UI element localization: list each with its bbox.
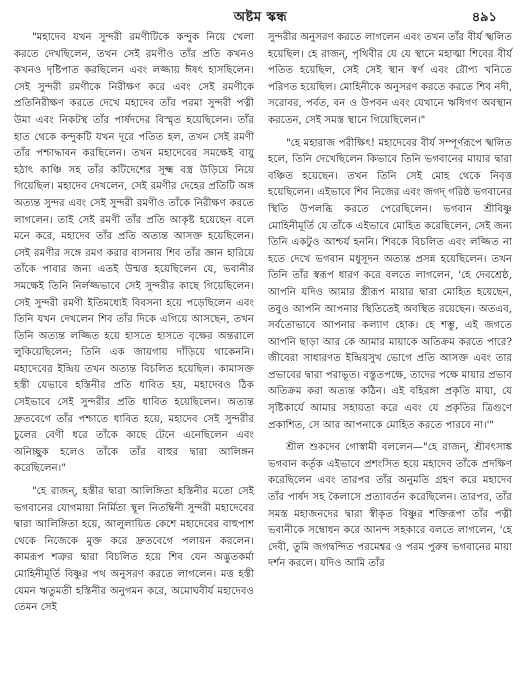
paragraph: শ্রীল শুকদেব গোস্বামী বললেন—"হে রাজন্, শ্রীবৎসাঙ্ক ভগবান কর্তৃক এইভাবে প্রশংসিত হয়ে মহাদেব তাঁকে প্রদক্ষিণ করেছিলেন এবং তারপর তাঁর অনুমতি গ্রহণ করে মহাদেব তাঁর পার্ষদ সহ কৈলাসে প্রত্যাবর্তন করেছিলেন। তারপর, তাঁর সমস্ত মহাজনদের দ্বারা স্বীকৃত বিষ্ণুর শক্তিরূপা তাঁর পত্নী ভবানীকে সম্বোধন করে আনন্দ সহকারে বলতে লাগলেন, 'হে দেবী, তুমি জগদ্বন্দিত পরমেশ্বর ও পরম পুরুষ ভগবানের মায়া দর্শন করলে। যদিও আমি তাঁর bbox=[268, 442, 512, 570]
paragraph: সুন্দরীর অনুসরণ করতে লাগলেন এবং তখন তাঁর বীর্য স্খলিত হয়েছিল। হে রাজন্, পৃথিবীর যে যে স্থানে মহাত্মা শিবের বীর্য পতিত হয়েছিল, সেই সেই স্থান স্বর্ণ এবং রৌপ্য খনিতে পরিণত হয়েছিল। মোহিনীকে অনুসরণ করতে করতে শিব নদী, সরোবর, পর্বত, বন ও উপবন এবং যেখানে ঋষিগণ অবস্থান করতেন, সেই সমস্ত স্থানে গিয়েছিলেন।" bbox=[268, 32, 512, 126]
page-header bbox=[0, 6, 521, 28]
paragraph: "মহাদেব যখন সুন্দরী রমণীটিকে কন্দুক নিয়ে খেলা করতে দেখছিলেন, তখন সেই রমণীও তাঁর প্রতি কখনও কখনও দৃষ্টিপাত করছিলেন এবং লজ্জায় ঈষৎ হাসছিলেন। সেই সুন্দরী রমণীকে নিরীক্ষণ করে এবং সেই রমণীকে প্রতিনিরীক্ষণ করতে দেখে মহাদেব তাঁর পরমা সুন্দরী পত্নী উমা এবং নিকটস্থ তাঁর পার্ষদদের বিস্মৃত হয়েছিলেন। তাঁর হাত থেকে কন্দুকটি যখন দূরে পতিত হল, তখন সেই রমণী তাঁর পশ্চাদ্ধাবন করছিলেন। তখন মহাদেবের সমক্ষেই বায়ু হঠাৎ কাঞ্চি সহ তাঁর কটিদেশের সূক্ষ্ম বস্ত্র উড়িয়ে নিয়ে গিয়েছিল। মহাদেব দেখলেন, সেই রমণীর দেহের প্রতিটি অঙ্গ অত্যন্ত সুন্দর এবং সেই সুন্দরী রমণীও তাঁকে নিরীক্ষণ করতে লাগলেন। তাই সেই রমণী তাঁর প্রতি আকৃষ্ট হয়েছেন বলে মনে করে, মহাদেব তাঁর প্রতি অত্যন্ত আসক্ত হয়েছিলেন। সেই রমণীর সঙ্গে রমণ করার বাসনায় শিব তাঁর জ্ঞান হারিয়ে তাঁকে পাবার জন্য এতই উন্মত্ত হয়েছিলেন যে, ভবানীর সমক্ষেই তিনি নির্লজ্জভাবে সেই সুন্দরীর কাছে গিয়েছিলেন। সেই সুন্দরী রমণী ইতিমধ্যেই বিবসনা হয়ে পড়েছিলেন এবং তিনি যখন দেখলেন শিব তাঁর দিকে এগিয়ে আসছেন, তখন তিনি অত্যন্ত লজ্জিত হয়ে হাসতে হাসতে বৃক্ষের অন্তরালে লুকিয়েছিলেন; তিনি এক জায়গায় দাঁড়িয়ে থাকেননি। মহাদেবের ইন্দ্রিয় তখন অত্যন্ত বিচলিত হয়েছিল। কামাসক্ত হস্তী যেভাবে হস্তিনীর প্রতি ধাবিত হয়, মহাদেবও ঠিক সেইভাবে সেই সুন্দরীর প্রতি ধাবিত হয়েছিলেন। অত্যন্ত দ্রুতবেগে তাঁর পশ্চাতে ধাবিত হয়ে, মহাদেব সেই সুন্দরীর চুলের বেণী ধরে তাঁকে কাছে টেনে এনেছিলেন এবং অনিচ্ছুক হলেও তাঁকে তাঁর বাহুর দ্বারা আলিঙ্গন করেছিলেন।" bbox=[14, 32, 254, 475]
running-title: অষ্টম স্কন্ধ bbox=[233, 10, 288, 25]
page-number: ৪৯১ bbox=[471, 10, 497, 25]
paragraph: "হে রাজন্, হস্তীর দ্বারা আলিঙ্গিতা হস্তিনীর মতো সেই ভগবানের যোগমায়া নির্মিতা স্থূল নিতম্বিনী সুন্দরী মহাদেবের দ্বারা আলিঙ্গিতা হয়ে, আলুলায়িত কেশে মহাদেবের বাহুপাশ থেকে নিজেকে মুক্ত করে দ্রুতবেগে পলায়ন করলেন। কামরূপ শত্রুর দ্বারা বিচলিত হয়ে শিব যেন অদ্ভুতকর্মা মোহিনীমূর্তি বিষ্ণুর পথ অনুসরণ করতে লাগলেন। মত্ত হস্তী যেমন ঋতুমতী হস্তিনীর অনুগমন করে, অমোঘবীর্য মহাদেবও তেমন সেই bbox=[14, 486, 254, 614]
right-column bbox=[268, 30, 512, 573]
paragraph: "হে মহারাজ পরীক্ষিৎ! মহাদেবের বীর্য সম্পূর্ণরূপে স্খলিত হলে, তিনি দেখেছিলেন কিভাবে তিনি ভগবানের মায়ার দ্বারা বঞ্চিত হয়েছেন। তখন তিনি সেই মোহ থেকে নিবৃত্ত হয়েছিলেন। এইভাবে শিব নিজের এবং জগদ্ গরিষ্ঠ ভগবানের স্থিতি উপলব্ধি করতে পেরেছিলেন। ভগবান শ্রীবিষ্ণু মোহিনীমূর্তি যে তাঁকে এইভাবে মোহিত করেছিলেন, সেই জন্য তিনি একটুও আশ্চর্য হননি। শিবকে বিচলিত এবং লজ্জিত না হতে দেখে ভগবান মধুসূদন অত্যন্ত প্রসন্ন হয়েছিলেন। তখন তিনি তাঁর স্বরূপ ধারণ করে বলতে লাগলেন, 'হে দেবশ্রেষ্ঠ, আপনি যদিও আমার স্ত্রীরূপ মায়ার দ্বারা মোহিত হয়েছেন, তবুও আপনি আপনার স্থিতিতেই অবস্থিত রয়েছেন। অতএব, সর্বতোভাবে আপনার কল্যাণ হোক। হে শম্ভু, এই জগতে আপনি ছাড়া আর কে আমার মায়াকে অতিক্রম করতে পারে? জীবেরা সাধারণত ইন্দ্রিয়সুখ ভোগে প্রতি আসক্ত এবং তার প্রভাবের দ্বারা পরাভূত। বস্তুতপক্ষে, তাদের পক্ষে মায়ার প্রভাব অতিক্রম করা অত্যন্ত কঠিন। এই বহিরঙ্গা প্রকৃতি মায়া, যে সৃষ্টিকার্যে আমার সহায়তা করে এবং যে প্রকৃতির ত্রিগুণে প্রকাশিত, সে আর আপনাকে মোহিত করতে পারবে না।'" bbox=[268, 137, 512, 431]
left-column bbox=[14, 30, 254, 617]
